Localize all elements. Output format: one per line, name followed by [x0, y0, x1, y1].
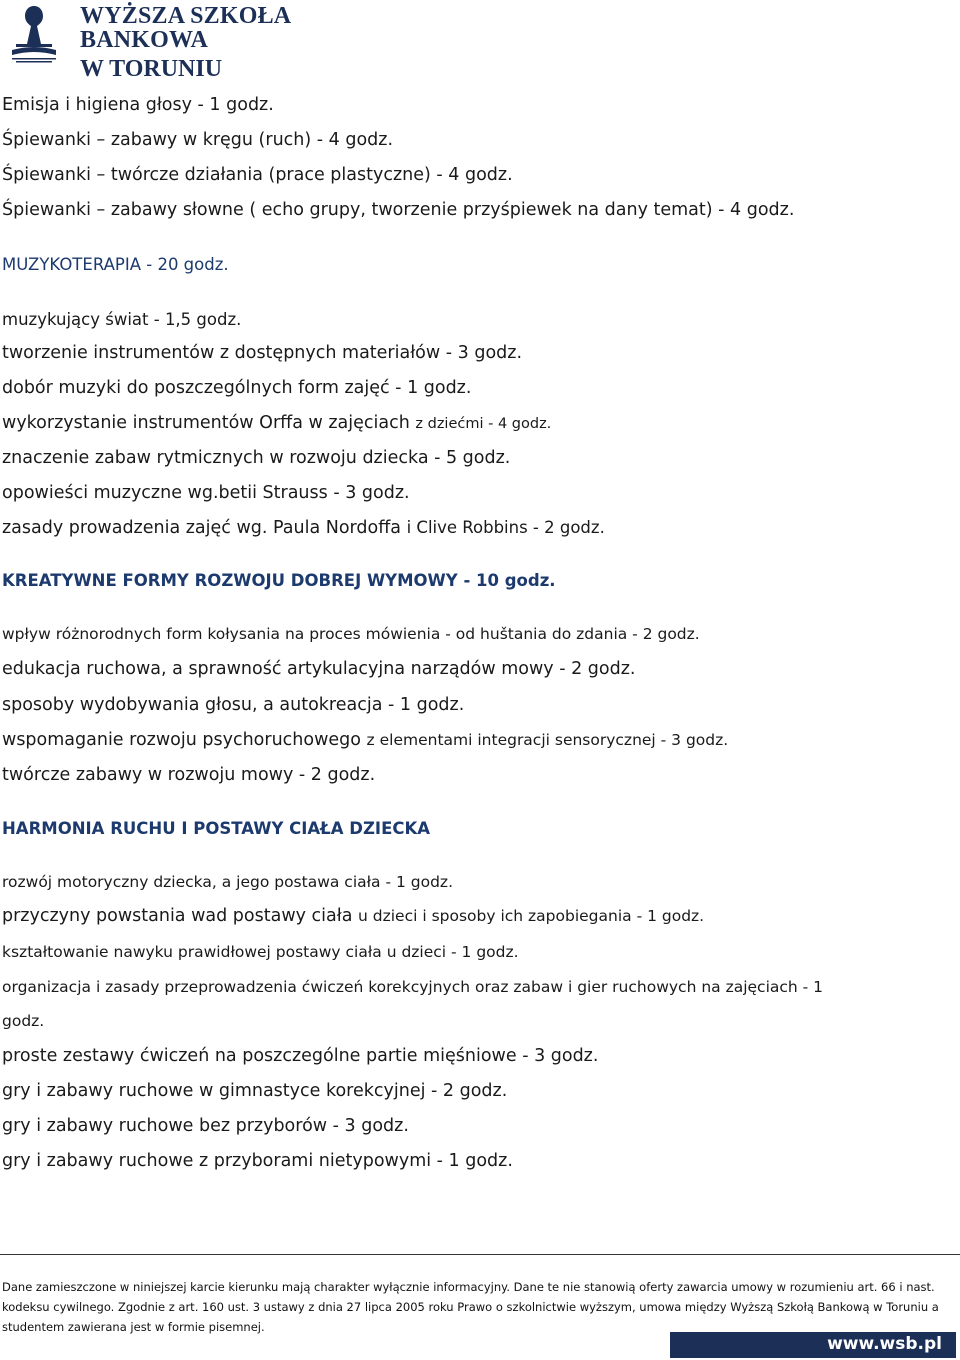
line-gimnastyka-korekcyjna: gry i zabawy ruchowe w gimnastyce korekcyjnej - 2 godz. [2, 1081, 508, 1101]
line-sposoby-glosu: sposoby wydobywania głosu, a autokreacja - 1 godz. [2, 695, 465, 715]
line-kolysanie: wpływ różnorodnych form kołysania na proces mówienia - od huštania do zdania - 2 godz. [2, 625, 700, 643]
footer-disclaimer: Dane zamieszczone w niniejszej karcie kierunku mają charakter wyłącznie informacyjny. Dane te nie stanowią oferty zawarcia umowy w rozumieniu art. 66 i nast. kodeksu cywilnego. Zgodnie z art. 160 ust. 3 ustawy z dnia 27 lipca 2005 roku Prawo o szkolnictwie wyższym, umowa między Wyższą Szkołą Bankową w Toruniu a studentem zawierana jest w formie pisemnej. [2, 1280, 939, 1334]
line-nawyk-postawy: kształtowanie nawyku prawidłowej postawy ciała u dzieci - 1 godz. [2, 943, 519, 961]
line-zabaw-rytmicznych: znaczenie zabaw rytmicznych w rozwoju dziecka - 5 godz. [2, 448, 511, 468]
line-orffa-part-a: wykorzystanie instrumentów Orffa w zajęciach [2, 413, 416, 433]
wsb-url-link[interactable]: www.wsb.pl [827, 1334, 942, 1354]
line-wady-postawy [2, 907, 704, 926]
line-rozwoj-motoryczny: rozwój motoryczny dziecka, a jego postawa ciała - 1 godz. [2, 873, 453, 891]
line-organizacja-cwiczen: organizacja i zasady przeprowadzenia ćwiczeń korekcyjnych oraz zabaw i gier ruchowych na zajęciach - 1 [2, 978, 824, 996]
line-tworcze-zabawy: twórcze zabawy w rozwoju mowy - 2 godz. [2, 765, 376, 785]
heading-harmonia-ruchu: HARMONIA RUCHU I POSTAWY CIAŁA DZIECKA [2, 819, 431, 838]
line-wady-postawy-part-a: przyczyny powstania wad postawy ciała [2, 906, 359, 926]
line-orffa [2, 414, 551, 433]
line-organizacja-cwiczen-cont: godz. [2, 1012, 45, 1030]
line-psychoruchowy-part-a: wspomaganie rozwoju psychoruchowego [2, 730, 367, 750]
line-wady-postawy-part-b: u dzieci i sposoby ich zapobiegania - 1 godz. [358, 907, 705, 925]
line-edukacja-ruchowa: edukacja ruchowa, a sprawność artykulacyjna narządów mowy - 2 godz. [2, 659, 636, 679]
line-orffa-part-b: z dziećmi - 4 godz. [415, 416, 552, 432]
line-spiewanki-tworcze: Śpiewanki – twórcze działania (prace plastyczne) - 4 godz. [2, 165, 513, 185]
wsb-logo [2, 0, 362, 82]
line-emisja: Emisja i higiena głosy - 1 godz. [2, 95, 274, 115]
logo-line-1: WYŻSZA SZKOŁA BANKOWA [80, 3, 291, 53]
line-zestawy-cwiczen: proste zestawy ćwiczeń na poszczególne partie mięśniowe - 3 godz. [2, 1046, 599, 1066]
line-psychoruchowy-part-b: z elementami integracji sensorycznej - 3 godz. [366, 731, 729, 749]
line-spiewanki-slowne: Śpiewanki – zabawy słowne ( echo grupy, tworzenie przyśpiewek na dany temat) - 4 godz. [2, 200, 795, 220]
footer-brand-bar [670, 1332, 956, 1358]
heading-kreatywne-formy: KREATYWNE FORMY ROZWOJU DOBREJ WYMOWY - 10 godz. [2, 571, 556, 590]
line-nordoffa-part-b: i Clive Robbins - 2 godz. [406, 518, 605, 537]
line-opowiesci: opowieści muzyczne wg.betii Strauss - 3 godz. [2, 483, 410, 503]
line-spiewanki-krag: Śpiewanki – zabawy w kręgu (ruch) - 4 godz. [2, 130, 394, 150]
line-muzykujacy: muzykujący świat - 1,5 godz. [2, 310, 242, 329]
seal-icon [2, 0, 66, 66]
footer-divider [0, 1254, 960, 1255]
line-nordoffa-part-a: zasady prowadzenia zajęć wg. Paula Nordoffa [2, 518, 407, 538]
line-bez-przyborow: gry i zabawy ruchowe bez przyborów - 3 godz. [2, 1116, 409, 1136]
line-dobor-muzyki: dobór muzyki do poszczególnych form zajęć - 1 godz. [2, 378, 472, 398]
line-tworzenie-instrumentow: tworzenie instrumentów z dostępnych materiałów - 3 godz. [2, 343, 523, 363]
heading-muzykoterapia: MUZYKOTERAPIA - 20 godz. [2, 255, 229, 274]
line-nordoffa [2, 519, 605, 538]
logo-text [80, 4, 362, 81]
logo-line-2: W TORUNIU [80, 56, 223, 82]
line-przybory-nietypowe: gry i zabawy ruchowe z przyborami nietypowymi - 1 godz. [2, 1151, 513, 1171]
line-psychoruchowy [2, 731, 728, 750]
